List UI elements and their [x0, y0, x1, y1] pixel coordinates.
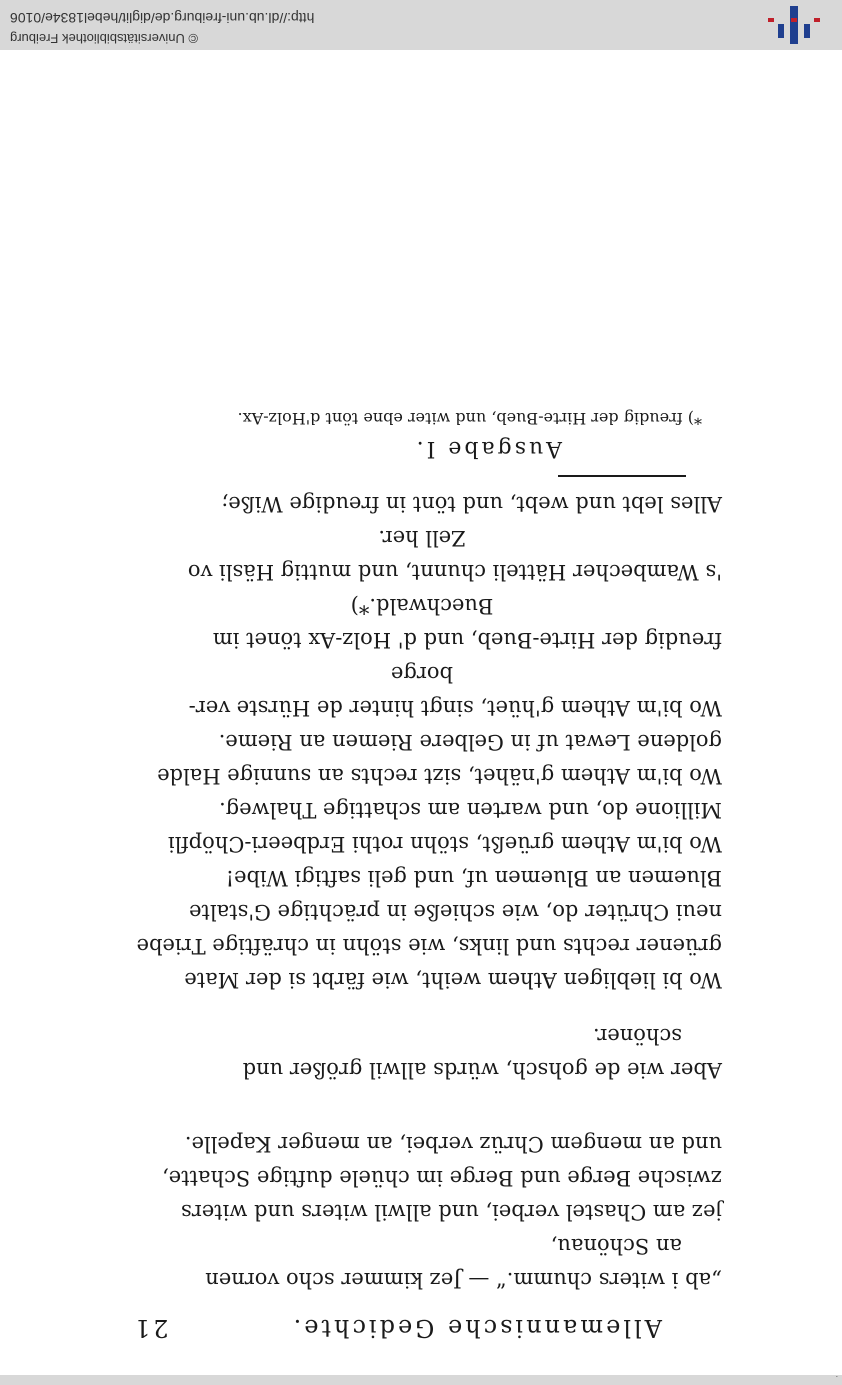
text-line: Alles lebt und webt, und tönt in freudige Wiße; — [221, 492, 722, 516]
bottom-banner — [0, 0, 842, 50]
copyright-notice: © Universitätsbibliothek Freiburg — [10, 31, 199, 46]
text-line: Wo bi liebligen Athem weiht, wie färbt si der Mate — [184, 968, 722, 992]
edition-label: Ausgabe I. — [413, 436, 562, 461]
text-line: an Schönau, — [550, 1234, 682, 1258]
text-line: Zell her. — [378, 526, 466, 550]
text-line: Buechwald.*) — [350, 594, 494, 618]
text-line: grüener rechts und links, wie stöhn in chräftige Triebe — [136, 934, 722, 958]
text-line: „ab i witers chumm.“ — Jez kimmer scho vornen — [205, 1268, 722, 1292]
university-logo-icon — [764, 6, 824, 44]
text-line: Wo bi'm Athem g'nähet, sizt rechts an sunnige Halde — [157, 764, 722, 788]
text-line: 's Wambecher Hätteli chunnt, und muttig Häsli vo — [187, 560, 722, 584]
text-line: Wo bi'm Athem g'hüet, singt hinter de Hürste ver- — [188, 696, 722, 720]
text-line: borge — [391, 662, 453, 686]
section-rule — [558, 475, 686, 477]
page-number: 21 — [132, 1314, 169, 1342]
text-line: Wo bi'm Athem grüeßt, stöhn rothi Erdbeeri-Chöpfli — [167, 832, 722, 856]
text-line: Millione do, und warten am schattige Thalweg. — [219, 798, 722, 822]
text-line: jez am Chastel verbei, und allwil witers und witers — [181, 1200, 722, 1224]
permalink-url[interactable]: http://dl.ub.uni-freiburg.de/diglit/hebel1834e/0106 — [10, 10, 315, 26]
scroll-marker: . — [835, 1374, 838, 1383]
text-line: Bluemen an Bluemen uf, und geli saftigi Wibe! — [225, 866, 722, 890]
text-line: goldene Lewat uf in Gelbere Riemen an Rieme. — [218, 730, 722, 754]
text-line: Aber wie de gohsch, würds allwil größer und — [242, 1058, 722, 1082]
text-line: zwische Berge und Berge im chüele duftige Schatte, — [162, 1166, 722, 1190]
page-header — [122, 1311, 722, 1345]
scanned-page — [122, 405, 722, 1345]
footnote: *) freudig der Hirte-Bueb, und witer ebne tönt d'Holz-Ax. — [237, 409, 702, 428]
text-line: und an mengem Chrüz verbei, an menger Kapelle. — [184, 1132, 722, 1156]
text-line: freudig der Hirte-Bueb, und d' Holz-Ax tönet im — [212, 628, 722, 652]
top-banner — [0, 1375, 842, 1385]
text-line: neui Chrüter do, wie schieße in prächtige G'stalte — [189, 900, 722, 924]
running-head: Allemannische Gedichte. — [290, 1314, 662, 1342]
text-line: schöner. — [592, 1024, 682, 1048]
